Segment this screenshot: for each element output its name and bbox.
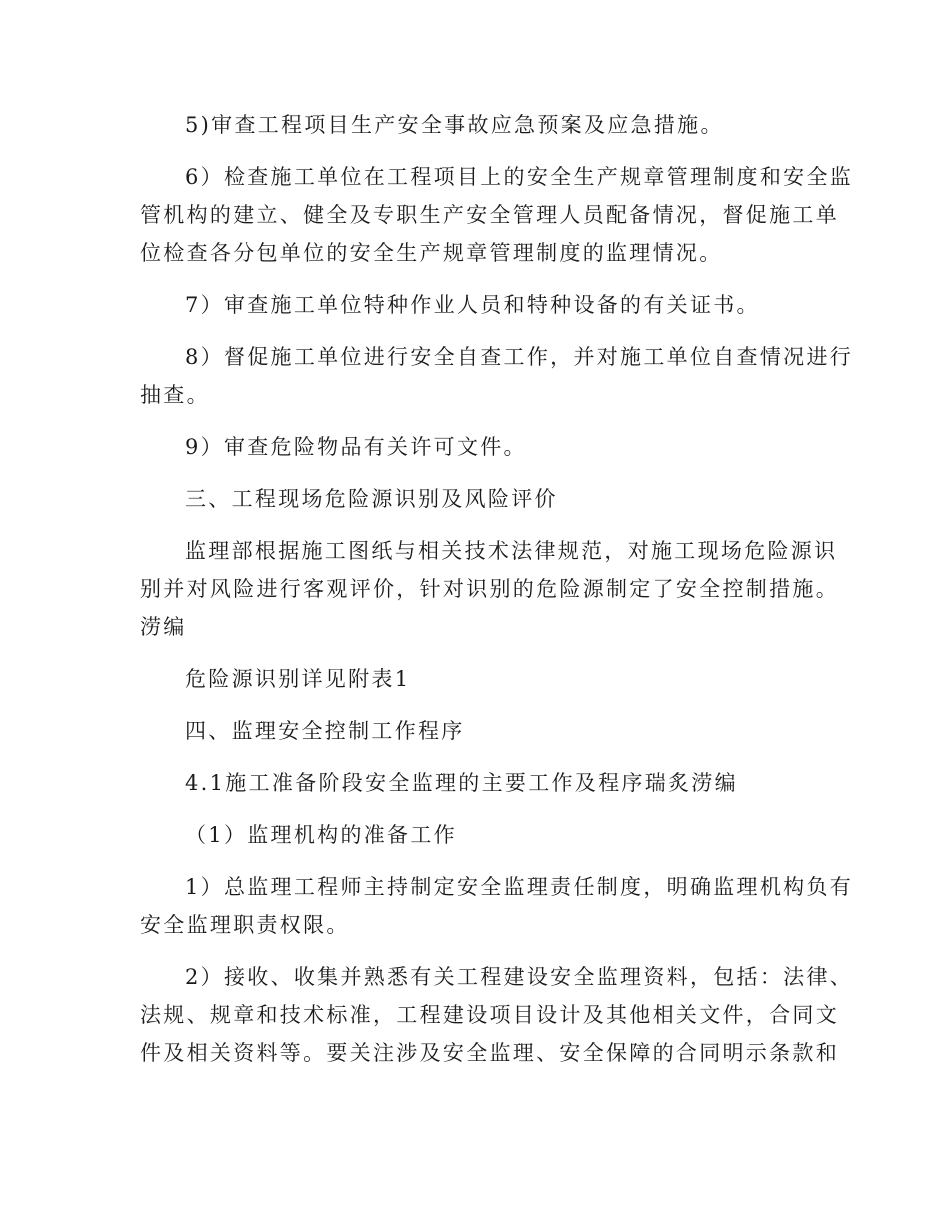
section-heading-4: 四、监理安全控制工作程序 (185, 719, 465, 743)
paragraph-item-8-line-1: 8）督促施工单位进行安全自查工作，并对施工单位自查情况进行 (185, 345, 854, 369)
paragraph-item-2-line-3: 件及相关资料等。要关注涉及安全监理、安全保障的合同明示条款和 (140, 1041, 839, 1065)
paragraph-hazard-line-1: 监理部根据施工图纸与相关技术法律规范，对施工现场危险源识 (185, 539, 838, 563)
paragraph-item-1-line-1: 1）总监理工程师主持制定安全监理责任制度，明确监理机构负有 (185, 875, 854, 899)
paragraph-item-9: 9）审查危险物品有关许可文件。 (185, 435, 527, 459)
paragraph-item-2-line-1: 2）接收、收集并熟悉有关工程建设安全监理资料，包括：法律、 (185, 965, 854, 989)
paragraph-item-6-line-3: 位检查各分包单位的安全生产规章管理制度的监理情况。 (140, 241, 723, 265)
paragraph-item-7: 7）审查施工单位特种作业人员和特种设备的有关证书。 (185, 293, 760, 317)
paragraph-item-2-line-2: 法规、规章和技术标准，工程建设项目设计及其他相关文件，合同文 (140, 1003, 839, 1027)
paragraph-item-6-line-1: 6）检查施工单位在工程项目上的安全生产规章管理制度和安全监 (185, 165, 854, 189)
subsection-heading-1: （1）监理机构的准备工作 (185, 823, 457, 847)
subsection-heading-4-1: 4.1施工准备阶段安全监理的主要工作及程序瑞炙涝编 (185, 771, 738, 795)
paragraph-appendix-reference: 危险源识别详见附表1 (185, 667, 411, 691)
paragraph-item-5: 5)审查工程项目生产安全事故应急预案及应急措施。 (185, 113, 724, 137)
paragraph-item-6-line-2: 管机构的建立、健全及专职生产安全管理人员配备情况，督促施工单 (140, 203, 839, 227)
paragraph-item-8-line-2: 抽查。 (140, 383, 210, 407)
paragraph-hazard-line-2: 别并对风险进行客观评价，针对识别的危险源制定了安全控制措施。 (140, 577, 839, 601)
paragraph-item-1-line-2: 安全监理职责权限。 (140, 913, 350, 937)
section-heading-3: 三、工程现场危险源识别及风险评价 (185, 487, 558, 511)
paragraph-hazard-line-3: 涝编 (140, 615, 187, 639)
